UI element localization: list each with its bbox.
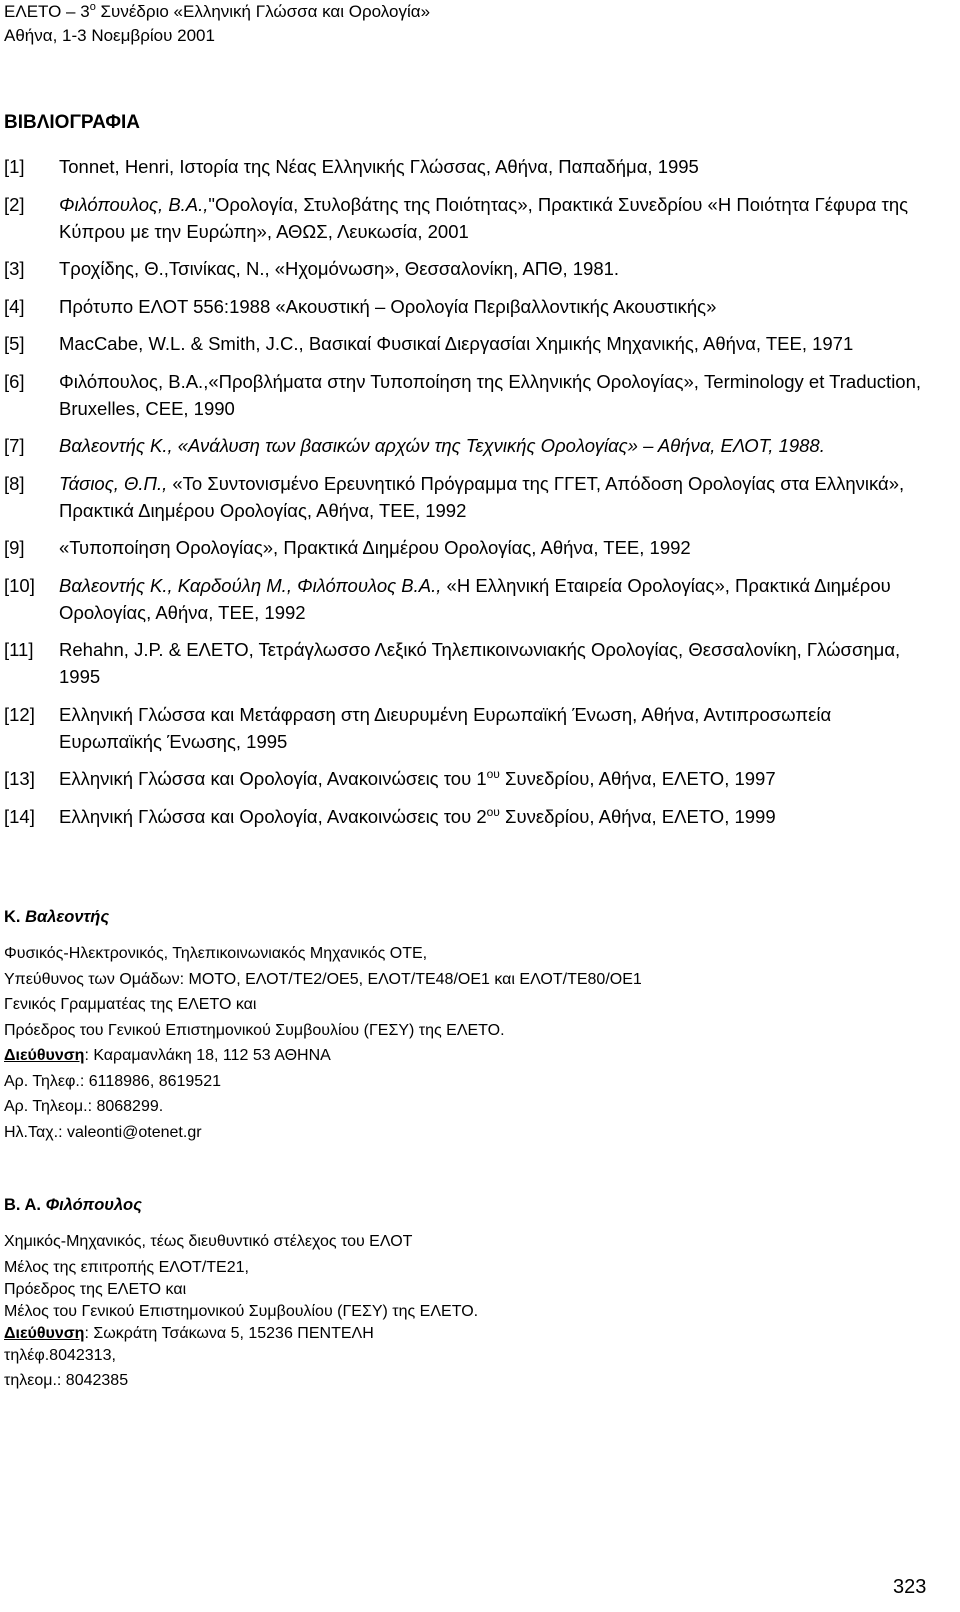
author-role: Γενικός Γραμματέας της ΕΛΕΤΟ και <box>4 996 257 1013</box>
reference-6: [6] Φιλόπουλος, Β.Α.,«Προβλήματα στην Τυποποίηση της Ελληνικής Ορολογίας», Terminology et Traduction, Bruxelles, CEE, 1990 <box>4 370 922 419</box>
reference-4: [4] Πρότυπο ΕΛΟΤ 556:1988 «Ακουστική – Ορολογία Περιβαλλοντικής Ακουστικής» <box>4 295 717 317</box>
reference-8: [8] Τάσιος, Θ.Π., «Το Συντονισμένο Ερευνητικό Πρόγραμμα της ΓΓΕΤ, Απόδοση Ορολογίας στα Ελληνικά», Πρακτικά Διημέρου Ορολογίας, Αθήνα, ΤΕΕ, 1992 <box>4 472 905 521</box>
author-address: Διεύθυνση: Καραμανλάκη 18, 112 53 ΑΘΗΝΑ <box>4 1047 331 1064</box>
author-fax: τηλεομ.: 8042385 <box>4 1372 129 1389</box>
reference-1: [1] Tonnet, Henri, Ιστορία της Νέας Ελληνικής Γλώσσας, Αθήνα, Παπαδήμα, 1995 <box>4 156 699 177</box>
author-bio-valeontis <box>4 908 934 1149</box>
bibliography-heading: ΒΙΒΛΙΟΓΡΑΦΙΑ <box>4 112 140 133</box>
author-role: Πρόεδρος της ΕΛΕΤΟ και <box>4 1280 187 1298</box>
header-date: Αθήνα, 1-3 Νοεμβρίου 2001 <box>4 26 215 45</box>
reference-13: [13] Ελληνική Γλώσσα και Ορολογία, Ανακοινώσεις του $1^{o\upsilon}$ Συνεδρίου, Αθήνα, ΕΛΕΤΟ, 1997 <box>4 767 776 789</box>
reference-5: [5] MacCabe, W.L. & Smith, J.C., Βασικαί Φυσικαί Διεργασίαι Χημικής Μηχανικής, Αθήνα, ΤΕΕ, 1971 <box>4 333 854 354</box>
author-role: Μέλος της επιτροπής ΕΛΟΤ/ΤΕ21, <box>4 1258 249 1276</box>
author-role: Μέλος του Γενικού Επιστημονικού Συμβουλίου (ΓΕΣΥ) της ΕΛΕΤΟ. <box>4 1302 479 1320</box>
author-role: Χημικός-Μηχανικός, τέως διευθυντικό στέλεχος του ΕΛΟΤ <box>4 1233 413 1250</box>
author-role: Πρόεδρος του Γενικού Επιστημονικού Συμβουλίου (ΓΕΣΥ) της ΕΛΕΤΟ. <box>4 1021 505 1039</box>
page-number: 323 <box>893 1576 927 1598</box>
bibliography-list <box>4 153 934 840</box>
author-email: Ηλ.Ταχ.: valeonti@otenet.gr <box>4 1123 202 1141</box>
author-phone: Αρ. Τηλεφ.: 6118986, 8619521 <box>4 1072 221 1090</box>
author-phone: τηλέφ.8042313, <box>4 1346 116 1364</box>
author-address: Διεύθυνση: Σωκράτη Τσάκωνα 5, 15236 ΠΕΝΤΕΛΗ <box>4 1324 374 1342</box>
reference-11: [11] Rehahn, J.P. & ΕΛΕΤΟ, Τετράγλωσσο Λεξικό Τηλεπικοινωνιακής Ορολογίας, Θεσσαλονίκη, Γλώσσημα, 1995 <box>4 639 901 687</box>
author-name: Κ. Βαλεοντής <box>4 908 110 926</box>
running-header <box>4 0 430 48</box>
reference-12: [12] Ελληνική Γλώσσα και Μετάφραση στη Διευρυμένη Ευρωπαϊκή Ένωση, Αθήνα, Αντιπροσωπεία Ευρωπαϊκής Ένωσης, 1995 <box>4 703 832 752</box>
author-name: Β. Α. Φιλόπουλος <box>4 1196 142 1214</box>
reference-9: [9] «Τυποποίηση Ορολογίας», Πρακτικά Διημέρου Ορολογίας, Αθήνα, ΤΕΕ, 1992 <box>4 537 691 558</box>
reference-3: [3] Τροχίδης, Θ.,Τσινίκας, Ν., «Ηχομόνωση», Θεσσαλονίκη, ΑΠΘ, 1981. <box>4 258 620 279</box>
reference-14: [14] Ελληνική Γλώσσα και Ορολογία, Ανακοινώσεις του $2^{o\upsilon}$ Συνεδρίου, Αθήνα, ΕΛΕΤΟ, 1999 <box>4 804 776 827</box>
reference-10: [10] Βαλεοντής Κ., Καρδούλη Μ., Φιλόπουλος Β.Α., «Η Ελληνική Εταιρεία Ορολογίας», Πρακτικά Διημέρου Ορολογίας, Αθήνα, ΤΕΕ, 1992 <box>4 574 891 623</box>
reference-7: [7] Βαλεοντής Κ., «Ανάλυση των βασικών αρχών της Τεχνικής Ορολογίας» – Αθήνα, ΕΛΟΤ, 1988. <box>4 435 825 456</box>
author-role: Φυσικός-Ηλεκτρονικός, Τηλεπικοινωνιακός Μηχανικός ΟΤΕ, <box>4 945 428 962</box>
author-bio-filopoulos <box>4 1196 934 1398</box>
author-role: Υπεύθυνος των Ομάδων: ΜΟΤΟ, ΕΛΟΤ/ΤΕ2/ΟΕ5, ΕΛΟΤ/ΤΕ48/ΟΕ1 και ΕΛΟΤ/ΤΕ80/ΟΕ1 <box>4 970 642 988</box>
author-fax: Αρ. Τηλεομ.: 8068299. <box>4 1098 164 1115</box>
header-conference: ΕΛΕΤΟ – $3^o$ Συνέδριο «Ελληνική Γλώσσα και Ορολογία» <box>4 1 431 21</box>
reference-2: [2] Φιλόπουλος, Β.Α.,"Ορολογία, Στυλοβάτης της Ποιότητας», Πρακτικά Συνεδρίου «Η Ποιότητα Γέφυρα της Κύπρου με την Ευρώπη», ΑΘΩΣ, Λευκωσία, 2001 <box>4 193 909 242</box>
